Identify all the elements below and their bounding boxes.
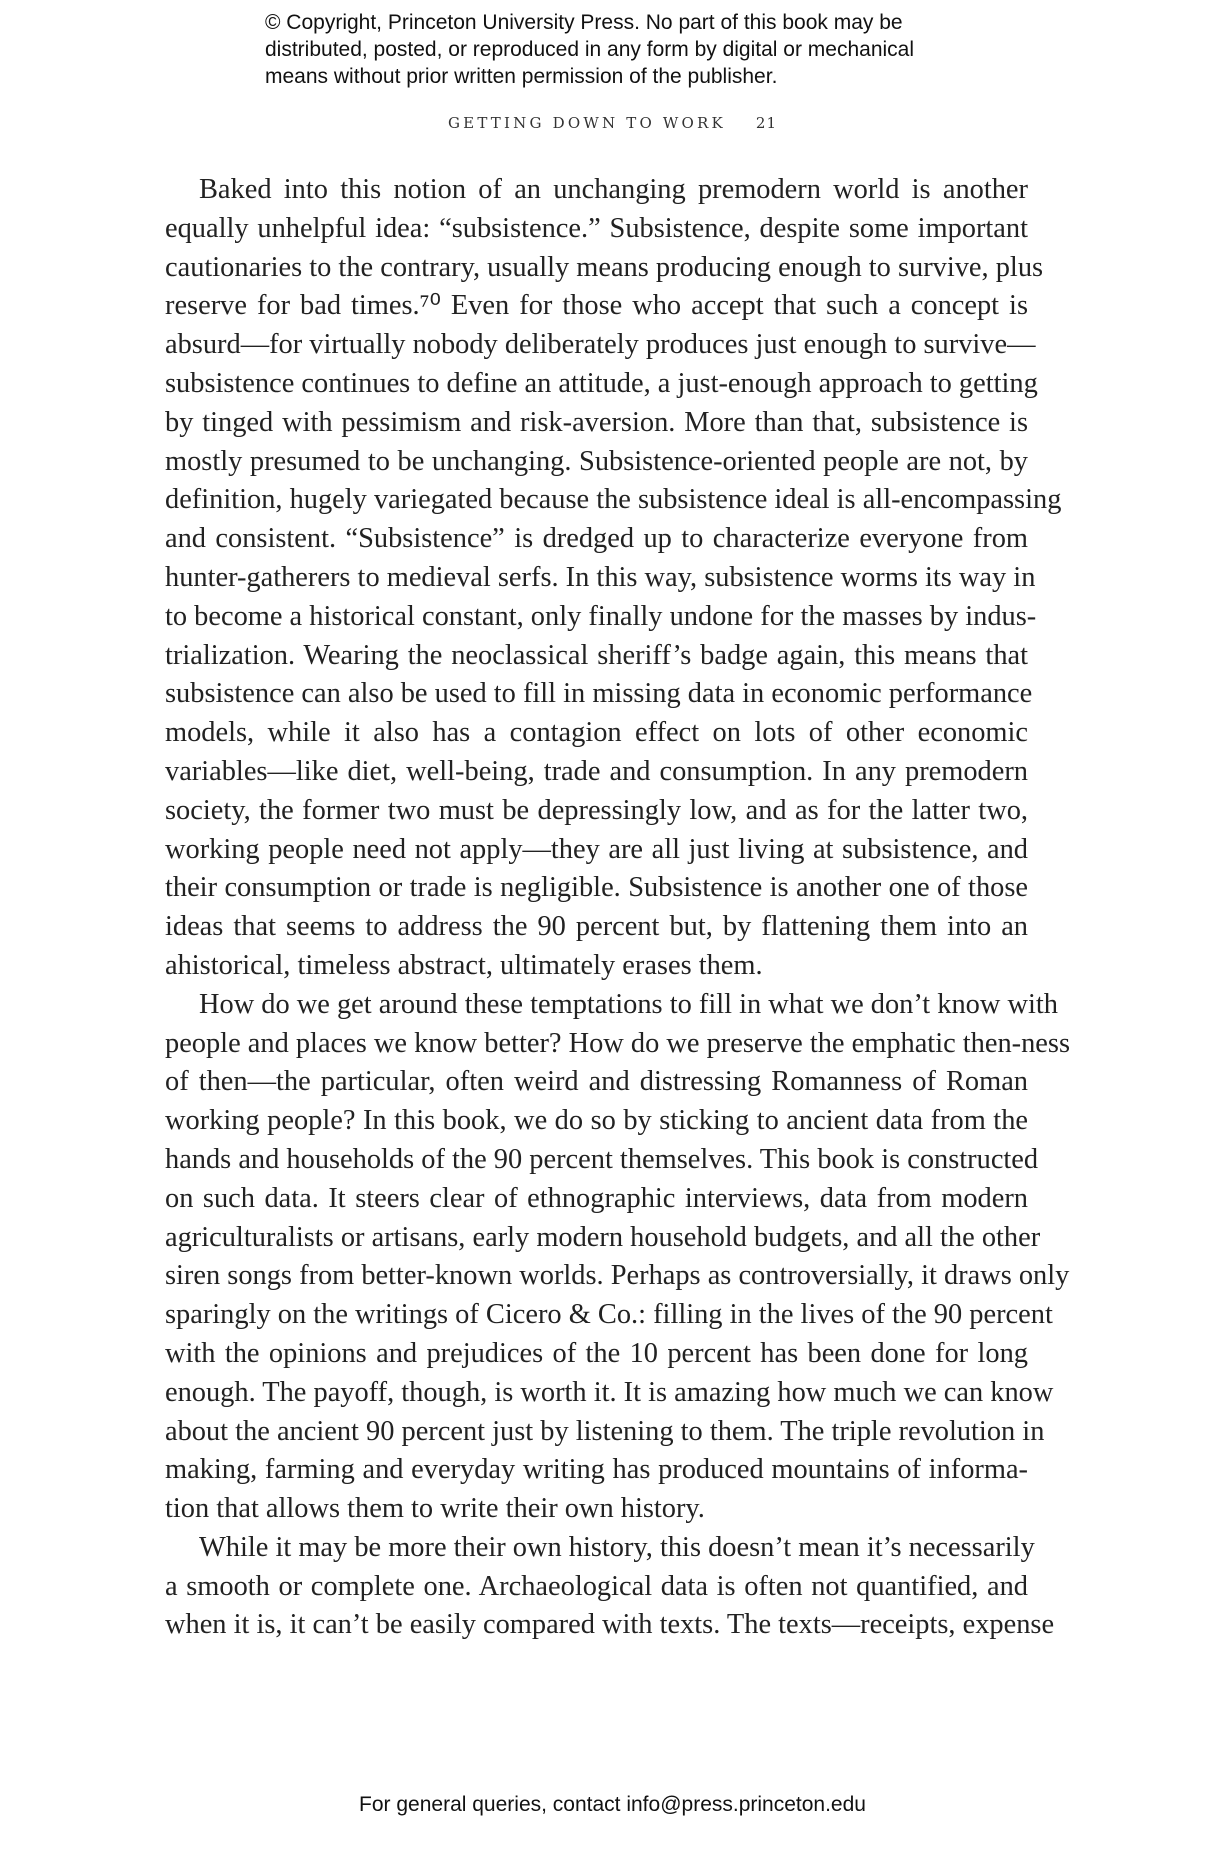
copyright-line: © Copyright, Princeton University Press. No part of this book may be (265, 11, 903, 34)
running-head (0, 114, 1225, 132)
text-line: people and places we know better? How do we preserve the emphatic then-ness (165, 1027, 1071, 1059)
text-line: a smooth or complete one. Archaeological data is often not quantified, and (165, 1570, 1028, 1602)
text-line: subsistence can also be used to fill in missing data in economic performance (165, 678, 1033, 710)
body-text (165, 171, 1071, 1645)
running-head-title: GETTING DOWN TO WORK (447, 114, 726, 132)
text-line: cautionaries to the contrary, usually means producing enough to survive, plus (165, 251, 1044, 283)
page-number: 21 (755, 114, 777, 132)
text-line: and consistent. “Subsistence” is dredged up to characterize everyone from (165, 523, 1028, 555)
text-line: working people? In this book, we do so by sticking to ancient data from the (165, 1105, 1028, 1137)
text-line: about the ancient 90 percent just by listening to them. The triple revolution in (165, 1415, 1045, 1447)
text-line: variables—like diet, well-being, trade and consumption. In any premodern (165, 755, 1028, 787)
text-line: mostly presumed to be unchanging. Subsistence-oriented people are not, by (165, 445, 1028, 477)
copyright-line: distributed, posted, or reproduced in any form by digital or mechanical (265, 38, 915, 61)
text-line: ahistorical, timeless abstract, ultimately erases them. (165, 949, 763, 981)
copyright-notice (265, 9, 985, 90)
text-line: ideas that seems to address the 90 percent but, by flattening them into an (165, 911, 1028, 943)
text-line: society, the former two must be depressingly low, and as for the latter two, (165, 794, 1028, 826)
text-line: hands and households of the 90 percent themselves. This book is constructed (165, 1143, 1039, 1175)
text-line: trialization. Wearing the neoclassical sheriff’s badge again, this means that (165, 639, 1028, 671)
text-line: reserve for bad times.⁷⁰ Even for those who accept that such a concept is (165, 290, 1028, 322)
text-line: working people need not apply—they are all just living at subsistence, and (165, 833, 1028, 865)
text-line: equally unhelpful idea: “subsistence.” Subsistence, despite some important (165, 212, 1028, 244)
text-line: their consumption or trade is negligible. Subsistence is another one of those (165, 872, 1028, 904)
text-line: definition, hugely variegated because the subsistence ideal is all-encompassing (165, 484, 1062, 516)
text-line: While it may be more their own history, this doesn’t mean it’s necessarily (199, 1531, 1035, 1563)
text-line: on such data. It steers clear of ethnographic interviews, data from modern (165, 1182, 1028, 1214)
text-line: agriculturalists or artisans, early modern household budgets, and all the other (165, 1221, 1041, 1253)
text-line: siren songs from better-known worlds. Perhaps as controversially, it draws only (165, 1260, 1070, 1292)
text-line: models, while it also has a contagion effect on lots of other economic (165, 717, 1028, 749)
text-line: sparingly on the writings of Cicero & Co.: filling in the lives of the 90 percent (165, 1299, 1053, 1331)
text-line: tion that allows them to write their own history. (165, 1493, 705, 1525)
footer-contact: For general queries, contact info@press.princeton.edu (359, 1793, 866, 1816)
text-line: when it is, it can’t be easily compared with texts. The texts—receipts, expense (165, 1609, 1055, 1641)
text-line: Baked into this notion of an unchanging premodern world is another (199, 174, 1028, 205)
copyright-line: means without prior written permission of the publisher. (265, 65, 778, 88)
text-line: to become a historical constant, only finally undone for the masses by indus- (165, 600, 1037, 632)
text-line: absurd—for virtually nobody deliberately produces just enough to survive— (165, 329, 1036, 361)
text-line: subsistence continues to define an attitude, a just-enough approach to getting (165, 367, 1038, 399)
text-line: hunter-gatherers to medieval serfs. In this way, subsistence worms its way in (165, 561, 1036, 593)
text-line: How do we get around these temptations to fill in what we don’t know with (199, 988, 1058, 1020)
text-line: making, farming and everyday writing has produced mountains of informa- (165, 1454, 1028, 1486)
text-line: enough. The payoff, though, is worth it. It is amazing how much we can know (165, 1376, 1054, 1408)
text-line: by tinged with pessimism and risk-aversion. More than that, subsistence is (165, 406, 1028, 438)
text-line: of then—the particular, often weird and distressing Romanness of Roman (165, 1066, 1028, 1098)
text-line: with the opinions and prejudices of the 10 percent has been done for long (165, 1337, 1028, 1369)
